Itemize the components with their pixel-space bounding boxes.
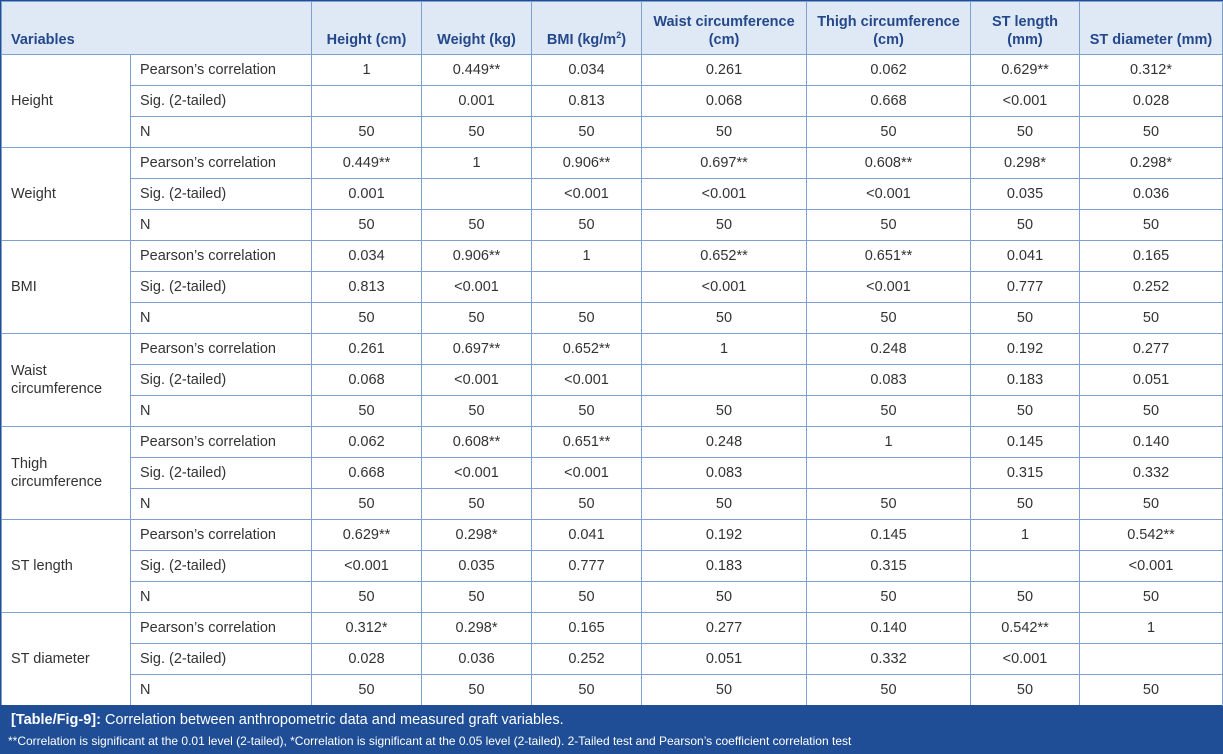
table-cell: <0.001 [422,458,532,489]
table-cell: 0.277 [642,613,807,644]
table-cell: 50 [807,489,971,520]
table-cell: 0.777 [971,272,1080,303]
table-cell: 0.034 [532,55,642,86]
table-cell: 0.041 [532,520,642,551]
table-caption [1,705,1222,753]
table-cell: 50 [312,675,422,706]
table-cell: 0.652** [642,241,807,272]
table-cell: 0.608** [807,148,971,179]
table-cell: 0.906** [422,241,532,272]
table-cell: 0.051 [1080,365,1223,396]
statistic-label: Pearson’s correlation [131,148,312,179]
table-cell: 1 [312,55,422,86]
table-cell: 0.248 [807,334,971,365]
table-cell: 0.261 [312,334,422,365]
table-cell: 50 [532,117,642,148]
table-row [2,86,1223,117]
table-cell: 50 [532,210,642,241]
table-cell: <0.001 [422,272,532,303]
table-cell: 0.298* [422,520,532,551]
table-cell: 1 [971,520,1080,551]
table-cell: 0.036 [1080,179,1223,210]
statistic-label: N [131,582,312,613]
table-cell: <0.001 [642,179,807,210]
table-cell: 0.165 [1080,241,1223,272]
caption-title [11,712,564,728]
table-cell: 0.668 [807,86,971,117]
table-cell: 50 [532,582,642,613]
table-cell: 0.449** [312,148,422,179]
table-row [2,675,1223,706]
table-cell: 0.145 [971,427,1080,458]
table-row [2,427,1223,458]
table-cell: 0.041 [971,241,1080,272]
table-cell: 0.165 [532,613,642,644]
table-row [2,458,1223,489]
table-cell: 50 [1080,303,1223,334]
table-cell: 0.315 [971,458,1080,489]
table-cell: 0.542** [971,613,1080,644]
table-cell: 0.629** [971,55,1080,86]
table-cell: 50 [971,303,1080,334]
table-cell: 0.068 [312,365,422,396]
table-cell: 0.034 [312,241,422,272]
table-cell: 50 [971,675,1080,706]
caption-footnote: **Correlation is significant at the 0.01 level (2-tailed), *Correlation is significant at the 0.05 level (2-tailed). 2-Tailed test and Pearson’s coefficient correlation test [8,734,852,748]
table-cell: 50 [1080,396,1223,427]
statistic-label: Pearson’s correlation [131,334,312,365]
row-group-label: Thigh circumference [2,427,131,520]
table-cell [807,458,971,489]
table-cell: 0.298* [422,613,532,644]
table-row [2,334,1223,365]
row-group-label: ST diameter [2,613,131,706]
statistic-label: Sig. (2-tailed) [131,644,312,675]
table-cell: 50 [422,117,532,148]
table-cell: 1 [422,148,532,179]
table-cell: 0.140 [807,613,971,644]
table-row [2,551,1223,582]
table-cell: 50 [1080,582,1223,613]
table-cell: 0.697** [422,334,532,365]
statistic-label: Pearson’s correlation [131,55,312,86]
table-row [2,644,1223,675]
table-cell: 0.001 [422,86,532,117]
table-cell [312,86,422,117]
table-cell: <0.001 [807,272,971,303]
table-cell: 50 [971,396,1080,427]
table-cell [642,365,807,396]
table-cell: 0.252 [1080,272,1223,303]
table-cell: 0.629** [312,520,422,551]
table-cell: 0.312* [1080,55,1223,86]
table-cell: 50 [312,303,422,334]
table-row [2,55,1223,86]
table-cell: 50 [422,396,532,427]
table-cell: 50 [971,117,1080,148]
table-cell: 0.652** [532,334,642,365]
table-cell: 50 [971,489,1080,520]
table-cell: 0.183 [642,551,807,582]
table-cell: 0.332 [807,644,971,675]
table-cell: <0.001 [971,86,1080,117]
table-cell: 50 [642,489,807,520]
row-group-label: BMI [2,241,131,334]
table-cell: <0.001 [1080,551,1223,582]
table-cell: 0.813 [532,86,642,117]
table-cell: 50 [1080,210,1223,241]
table-cell: 0.036 [422,644,532,675]
statistic-label: Sig. (2-tailed) [131,179,312,210]
table-cell [532,272,642,303]
header-bmi-superscript: 2 [616,30,622,41]
table-row [2,179,1223,210]
header-st-diameter: ST diameter (mm) [1080,2,1223,55]
table-cell: 50 [312,489,422,520]
table-cell: 50 [807,210,971,241]
table-cell: 0.332 [1080,458,1223,489]
row-group-label: Waist circumference [2,334,131,427]
table-cell: 50 [532,675,642,706]
table-row [2,489,1223,520]
table-cell: 1 [1080,613,1223,644]
statistic-label: Pearson’s correlation [131,613,312,644]
correlation-table [1,1,1223,706]
table-cell: 0.035 [422,551,532,582]
header-weight: Weight (kg) [422,2,532,55]
table-cell: 50 [422,210,532,241]
table-cell: <0.001 [532,365,642,396]
table-cell: 50 [642,117,807,148]
table-cell: 50 [807,303,971,334]
table-cell: 0.062 [312,427,422,458]
table-cell: 50 [807,117,971,148]
table-row [2,148,1223,179]
table-cell: 50 [422,675,532,706]
table-row [2,365,1223,396]
statistic-label: Sig. (2-tailed) [131,458,312,489]
table-cell: 0.312* [312,613,422,644]
table-cell: 50 [532,303,642,334]
header-bmi-suffix: ) [621,32,627,48]
table-cell: 50 [807,582,971,613]
statistic-label: N [131,489,312,520]
table-cell: 50 [312,396,422,427]
table-cell: 50 [642,675,807,706]
header-height: Height (cm) [312,2,422,55]
table-cell [422,179,532,210]
table-cell: 0.261 [642,55,807,86]
table-cell: <0.001 [532,179,642,210]
table-cell: 50 [1080,489,1223,520]
statistic-label: N [131,210,312,241]
table-cell: 0.028 [312,644,422,675]
header-thigh-circumference: Thigh circumference (cm) [807,2,971,55]
table-cell: 0.068 [642,86,807,117]
caption-label: [Table/Fig-9]: [11,712,101,728]
table-cell: 0.183 [971,365,1080,396]
table-cell: 0.277 [1080,334,1223,365]
table-row [2,582,1223,613]
statistic-label: N [131,396,312,427]
statistic-label: Sig. (2-tailed) [131,365,312,396]
table-cell: 50 [642,303,807,334]
table-cell: <0.001 [642,272,807,303]
table-cell: 0.315 [807,551,971,582]
caption-text: Correlation between anthropometric data and measured graft variables. [100,712,564,728]
statistic-label: N [131,117,312,148]
row-group-label: Height [2,55,131,148]
table-cell: 50 [971,582,1080,613]
table-cell: 50 [971,210,1080,241]
statistic-label: Pearson’s correlation [131,241,312,272]
table-cell: 50 [422,582,532,613]
table-cell: 0.697** [642,148,807,179]
table-cell: 0.248 [642,427,807,458]
table-cell: 0.083 [642,458,807,489]
table-cell: <0.001 [422,365,532,396]
statistic-label: Sig. (2-tailed) [131,86,312,117]
table-cell: 50 [532,396,642,427]
row-group-label: Weight [2,148,131,241]
header-variables: Variables [2,2,312,55]
table-row [2,303,1223,334]
table-cell: 50 [642,582,807,613]
table-row [2,117,1223,148]
table-cell: 50 [422,489,532,520]
table-cell: 0.140 [1080,427,1223,458]
table-cell: 0.813 [312,272,422,303]
table-cell: 50 [642,396,807,427]
statistic-label: Pearson’s correlation [131,520,312,551]
table-cell: 50 [642,210,807,241]
table-cell: 0.651** [532,427,642,458]
table-cell: 50 [807,675,971,706]
table-cell: 0.542** [1080,520,1223,551]
table-cell: <0.001 [971,644,1080,675]
table-cell: 0.906** [532,148,642,179]
table-cell: 0.668 [312,458,422,489]
statistic-label: Pearson’s correlation [131,427,312,458]
table-cell: <0.001 [532,458,642,489]
statistic-label: Sig. (2-tailed) [131,551,312,582]
header-waist-circumference: Waist circumference (cm) [642,2,807,55]
table-cell: 0.035 [971,179,1080,210]
table-row [2,210,1223,241]
table-cell: 0.777 [532,551,642,582]
table-cell: <0.001 [312,551,422,582]
header-bmi-prefix: BMI (kg/m [546,32,617,48]
table-cell: 0.651** [807,241,971,272]
table-cell: 1 [642,334,807,365]
row-group-label: ST length [2,520,131,613]
table-cell: 0.298* [971,148,1080,179]
table-cell: 50 [312,582,422,613]
table-row [2,241,1223,272]
table-row [2,520,1223,551]
table-cell: 0.192 [642,520,807,551]
table-cell: 50 [1080,675,1223,706]
table-cell: 0.449** [422,55,532,86]
table-body [2,55,1223,706]
statistic-label: Sig. (2-tailed) [131,272,312,303]
table-row [2,396,1223,427]
table-cell: <0.001 [807,179,971,210]
table-cell: 50 [312,210,422,241]
header-st-length: ST length (mm) [971,2,1080,55]
table-cell [971,551,1080,582]
header-row [2,2,1223,55]
table-cell: 0.083 [807,365,971,396]
header-bmi [532,2,642,55]
table-cell: 1 [807,427,971,458]
table-cell: 0.028 [1080,86,1223,117]
table-cell: 50 [807,396,971,427]
statistic-label: N [131,675,312,706]
table-cell: 0.001 [312,179,422,210]
table-cell: 0.192 [971,334,1080,365]
table-cell: 50 [532,489,642,520]
table-row [2,272,1223,303]
table-row [2,613,1223,644]
table-cell: 0.608** [422,427,532,458]
table-cell: 0.145 [807,520,971,551]
table-cell: 0.298* [1080,148,1223,179]
statistic-label: N [131,303,312,334]
table-cell [1080,644,1223,675]
table-cell: 50 [422,303,532,334]
table-cell: 0.051 [642,644,807,675]
table-cell: 50 [312,117,422,148]
table-cell: 0.062 [807,55,971,86]
table-cell: 0.252 [532,644,642,675]
table-cell: 50 [1080,117,1223,148]
table-cell: 1 [532,241,642,272]
